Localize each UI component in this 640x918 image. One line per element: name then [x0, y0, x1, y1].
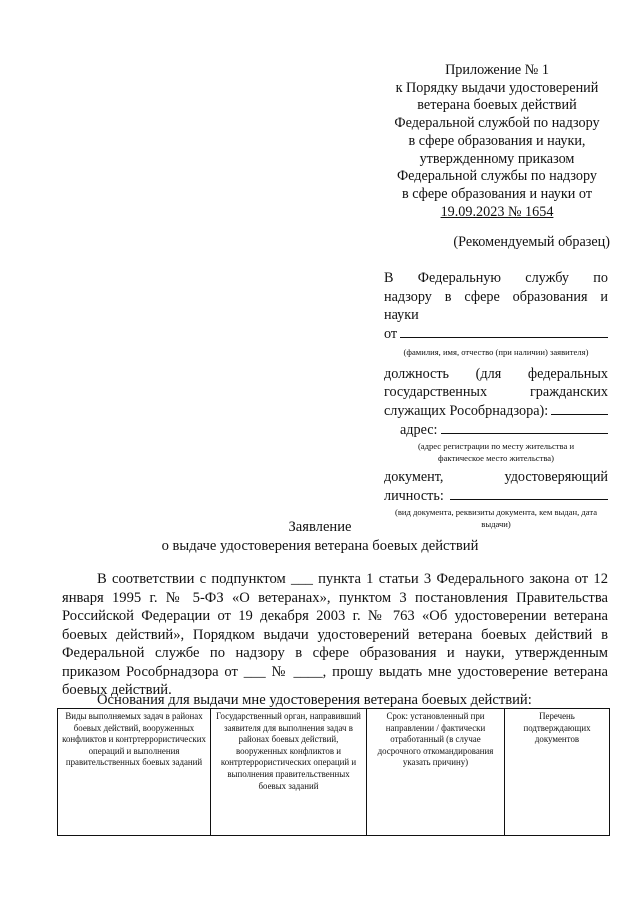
statement-subtitle: о выдаче удостоверения ветерана боевых действий: [161, 538, 479, 554]
addressee-block: [384, 269, 608, 530]
position-blank-line[interactable]: [551, 402, 608, 415]
addressee-to-line: науки: [384, 307, 419, 324]
grounds-table: [57, 708, 610, 836]
appendix-header: [384, 62, 610, 221]
address-label: адрес:: [400, 421, 438, 438]
position-field[interactable]: [384, 402, 608, 421]
address-hint: (адрес регистрации по месту жительства и фактическое место жительства): [417, 441, 575, 463]
document-label: личность:: [384, 487, 444, 504]
document-blank-line[interactable]: [450, 487, 608, 500]
appendix-line: к Порядку выдачи удостоверений: [395, 79, 599, 96]
table-header-cell: Виды выполняемых задач в районах боевых действий, вооруженных конфликтов и контртеррористических операций и выполнения правительственных боевых заданий: [58, 709, 211, 836]
table-header-cell: Государственный орган, направивший заявителя для выполнения задач в районах боевых действий, вооруженных конфликтов и контртеррористических операций и выполнения правительственных боевых заданий: [211, 709, 367, 836]
document-hint: (вид документа, реквизиты документа, кем выдан, дата выдачи): [394, 507, 598, 529]
address-field[interactable]: [384, 421, 608, 440]
addressee-to-line: В Федеральную службу по: [384, 270, 608, 286]
position-line: государственных гражданских: [384, 384, 608, 401]
from-label: от: [384, 325, 398, 342]
statement-title: Заявление: [288, 519, 352, 535]
document-field[interactable]: [384, 487, 608, 506]
order-date-number: 19.09.2023 № 1654: [440, 203, 554, 220]
statement-body: [62, 570, 608, 700]
appendix-title: Приложение № 1: [445, 62, 549, 78]
addressee-to-line: надзору в сфере образования и: [384, 288, 608, 305]
from-hint: (фамилия, имя, отчество (при наличии) заявителя): [403, 347, 589, 358]
position-line: должность (для федеральных: [384, 365, 608, 382]
table-header-row: [58, 709, 610, 836]
appendix-line: в сфере образования и науки,: [408, 132, 586, 149]
from-blank-line[interactable]: [400, 325, 608, 338]
position-label: служащих Рособрнадзора):: [384, 403, 549, 420]
statement-paragraph: В соответствии с подпунктом ___ пункта 1 статьи 3 Федерального закона от 12 января 1995 г. № 5-ФЗ «О ветеранах», пунктом 3 постановления Правительства Российской Федерации от 19 декабря 2003 г. № 763 «Об удостоверении ветерана боевых действий», Порядком выдачи удостоверений ветерана боевых действий в Федеральной службе по надзору в сфере образования и науки, утвержденным приказом Рособрнадзора от ___ № ____, прошу выдать мне удостоверение ветерана боевых действий.: [62, 571, 608, 698]
appendix-line: ветерана боевых действий: [417, 97, 577, 114]
table-header-cell: Перечень подтверждающих документов: [505, 709, 610, 836]
appendix-line: утвержденному приказом: [419, 150, 575, 167]
appendix-line: Федеральной службой по надзору: [394, 115, 600, 132]
table-header-cell: Срок: установленный при направлении / фактически отработанный (в случае досрочного откомандирования указать причину): [367, 709, 505, 836]
appendix-line: Федеральной службы по надзору: [396, 168, 598, 185]
from-field[interactable]: [384, 325, 608, 344]
grounds-heading: Основания для выдачи мне удостоверения ветерана боевых действий:: [97, 692, 532, 708]
address-blank-line[interactable]: [441, 421, 609, 434]
document-line: документ, удостоверяющий: [384, 469, 608, 486]
sample-note: (Рекомендуемый образец): [453, 234, 610, 250]
appendix-line: в сфере образования и науки от: [401, 185, 593, 202]
